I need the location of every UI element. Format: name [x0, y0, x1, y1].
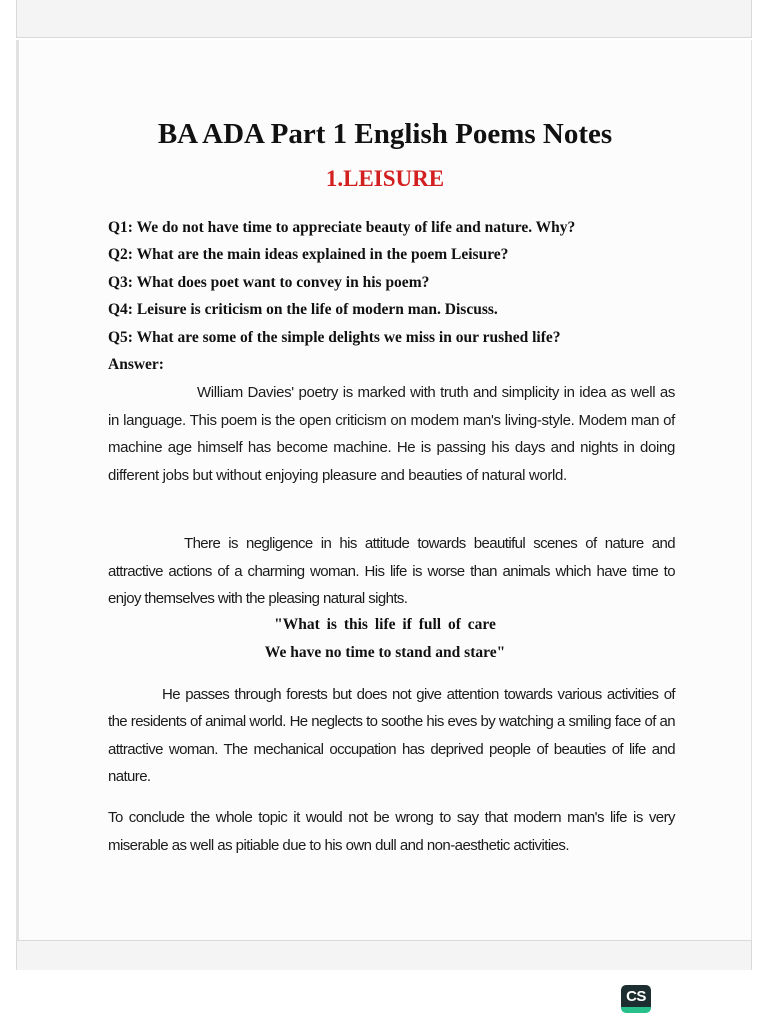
logo-accent-bar [621, 1007, 651, 1013]
document-page [16, 40, 752, 940]
poem-heading: 1.LEISURE [325, 166, 445, 191]
question-3: Q3: What does poet want to convey in his poem? [108, 273, 430, 291]
quote-line-1: "What is this life if full of care [274, 616, 496, 633]
question-list [108, 214, 688, 378]
question-2: Q2: What are the main ideas explained in the poem Leisure? [108, 246, 509, 264]
next-page-edge[interactable] [16, 940, 752, 970]
question-1: Q1: We do not have time to appreciate beauty of life and nature. Why? [108, 219, 576, 236]
question-5: Q5: What are some of the simple delights we miss in our rushed life? [108, 328, 561, 346]
answer-paragraph-3: He passes through forests but does not give attention towards various activities of the residents of animal world. He neglects to soothe his eves by watching a smiling face of an attractive woman. The mechanical occupation has deprived people of beauties of life and nature. [108, 686, 675, 785]
answer-label: Answer: [108, 356, 164, 374]
page-title: BA ADA Part 1 English Poems Notes [157, 118, 613, 150]
question-4: Q4: Leisure is criticism on the life of modern man. Discuss. [108, 301, 498, 319]
answer-paragraph-4: To conclude the whole topic it would not be wrong to say that modern man's life is very miserable as well as pitiable due to his own dull and non-aesthetic activities. [108, 809, 675, 854]
answer-paragraph-2: There is negligence in his attitude towards beautiful scenes of nature and attractive actions of a charming woman. His life is worse than animals which have time to enjoy themselves with the pleasing natural sights. [108, 535, 675, 607]
camscanner-logo-icon [621, 985, 651, 1013]
logo-text: CS [621, 985, 651, 1009]
answer-paragraph-1: William Davies' poetry is marked with truth and simplicity in idea as well as in language. This poem is the open criticism on modem man's living-style. Modem man of machine age himself has become machine. He is passing his days and nights in doing different jobs but without enjoying pleasure and beauties of natural world. [108, 384, 675, 484]
previous-page-edge[interactable] [16, 0, 752, 38]
quote-line-2: We have no time to stand and stare" [264, 644, 506, 661]
